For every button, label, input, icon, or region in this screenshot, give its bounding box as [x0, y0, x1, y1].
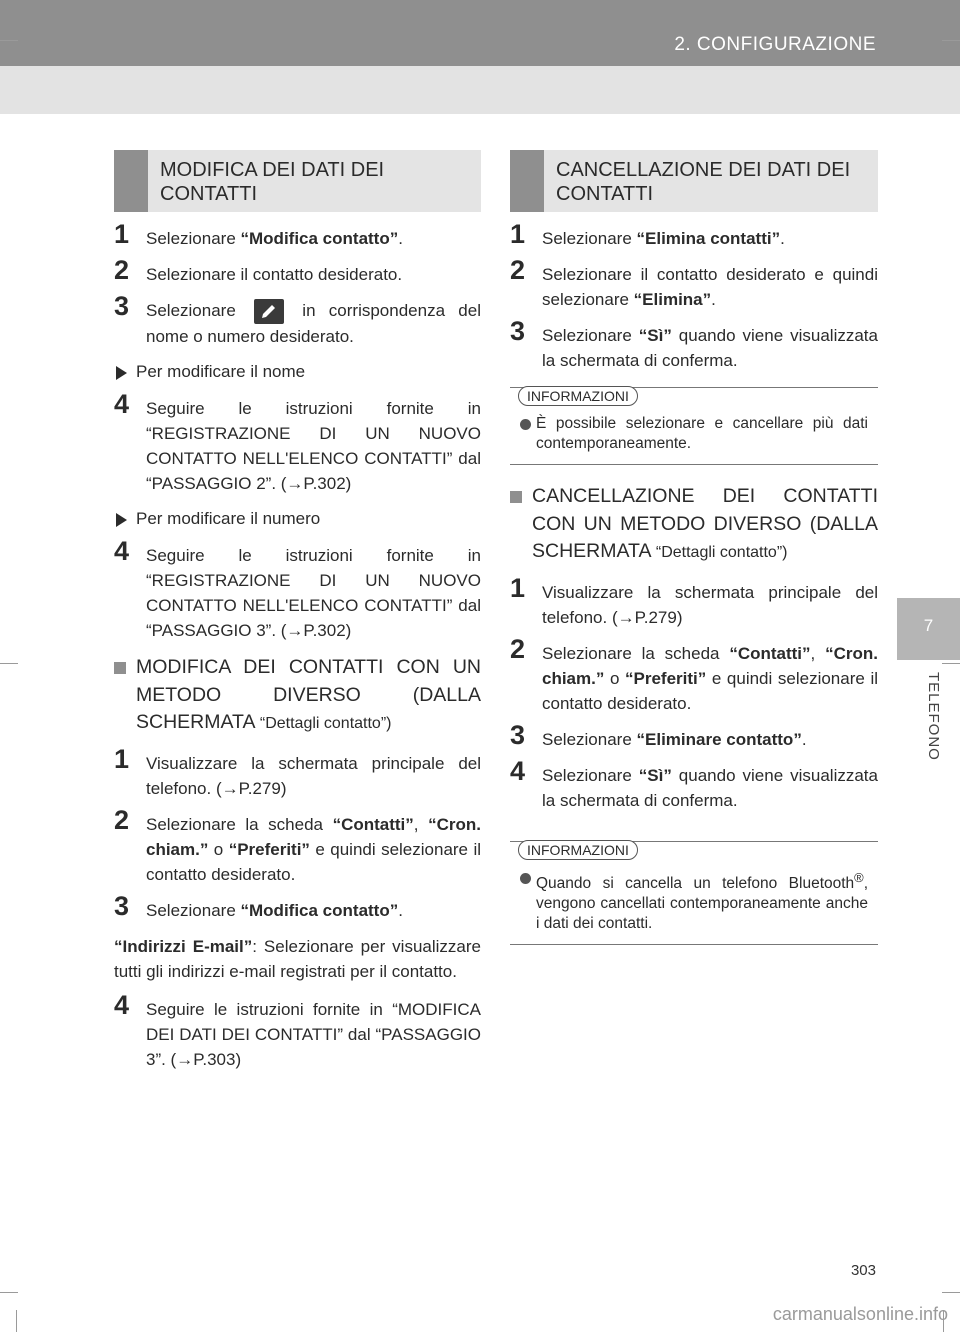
- step-text: in corrispondenza del nome o numero desiderato.: [146, 301, 481, 347]
- page-number: 303: [850, 1262, 876, 1279]
- left-column: [114, 150, 481, 1083]
- step-number: 1: [510, 219, 526, 249]
- crop-mark: [0, 40, 18, 41]
- step-number: 2: [510, 633, 526, 664]
- pencil-icon: [254, 299, 284, 324]
- step-text: ,: [810, 643, 826, 663]
- sub-item: [114, 360, 481, 384]
- header-subband: [0, 66, 960, 114]
- step-text: o: [208, 839, 229, 859]
- step: [114, 536, 481, 643]
- info-text: [520, 414, 868, 454]
- step-number: 2: [510, 255, 526, 285]
- step-text: Seguire le istruzioni fornite in “REGISTRAZIONE DI UN NUOVO CONTATTO NELL'ELENCO CONTATTI” dal “PASSAGGIO 3”. (→P.302): [146, 546, 481, 641]
- step: [510, 316, 878, 373]
- registered-mark: ®: [854, 869, 864, 885]
- subsection-title-small: “Dettagli contatto”): [655, 544, 788, 561]
- step-number: 3: [114, 890, 130, 921]
- step-number: 4: [114, 536, 130, 567]
- step-text: Visualizzare la schermata principale del telefono. (→P.279): [542, 582, 878, 627]
- step-number: 2: [114, 804, 130, 835]
- right-column: [510, 150, 878, 945]
- crop-mark: [0, 663, 18, 664]
- section-title: MODIFICA DEI DATI DEI CONTATTI: [160, 159, 385, 205]
- square-bullet-icon: [114, 662, 126, 674]
- info-text-content: , vengono cancellati contemporaneamente anche i dati dei contatti.: [536, 874, 868, 932]
- tab-name-preferiti: “Preferiti”: [228, 839, 310, 859]
- step: [114, 743, 481, 801]
- bullet-dot-icon: [520, 873, 531, 884]
- step: [510, 572, 878, 630]
- step: [114, 255, 481, 287]
- step-number: 1: [114, 743, 130, 774]
- step-text: Selezionare: [542, 729, 637, 749]
- tab-name-cron: “Cron. chiam.”: [146, 814, 481, 859]
- info-text: [520, 868, 868, 934]
- crop-mark: [942, 663, 960, 664]
- tab-name-contatti: “Contatti”: [729, 643, 811, 663]
- step-text: .: [398, 900, 403, 920]
- step-number: 3: [114, 291, 130, 321]
- step-text: e quindi selezionare il contatto desiderato.: [146, 839, 481, 884]
- sub-item-text: Per modificare il numero: [136, 509, 321, 529]
- step-text: Selezionare: [146, 900, 241, 920]
- tab-name-contatti: “Contatti”: [332, 814, 414, 834]
- crop-mark: [0, 1292, 18, 1293]
- step-text: ,: [413, 814, 429, 834]
- tab-name-cron: “Cron. chiam.”: [542, 643, 878, 688]
- info-label: INFORMAZIONI: [518, 840, 638, 860]
- step-bold: “Modifica contatto”: [240, 229, 399, 248]
- step-text: Selezionare: [542, 765, 639, 785]
- step: [114, 989, 481, 1072]
- step-bold: “Eliminare contatto”: [636, 729, 802, 749]
- heading-bar: [114, 150, 148, 212]
- step-text: e quindi selezionare il contatto desiderato.: [542, 668, 878, 713]
- step-text: Seguire le istruzioni fornite in “MODIFICA DEI DATI DEI CONTATTI” dal “PASSAGGIO 3”. (→P.303): [146, 999, 481, 1069]
- header-band: [0, 0, 960, 66]
- subsection-title-small: “Dettagli contatto”): [259, 715, 392, 733]
- subsection-title: MODIFICA DEI CONTATTI CON UN METODO DIVERSO (DALLA SCHERMATA: [136, 656, 481, 734]
- subsection-title: CANCELLAZIONE DEI CONTATTI CON UN METODO DIVERSO (DALLA SCHERMATA: [532, 485, 878, 562]
- step-number: 3: [510, 719, 526, 750]
- step: [510, 755, 878, 813]
- section-heading: [510, 150, 878, 212]
- step-text: Visualizzare la schermata principale del telefono. (→P.279): [146, 753, 481, 798]
- step-text: Selezionare il contatto desiderato.: [146, 265, 403, 284]
- step: [510, 719, 878, 752]
- square-bullet-icon: [510, 491, 522, 503]
- sub-item: [114, 507, 481, 531]
- step: [510, 219, 878, 251]
- heading-bar: [510, 150, 544, 212]
- step-text: .: [711, 290, 716, 309]
- info-text-content: È possibile selezionare e cancellare più dati contemporaneamente.: [536, 415, 868, 452]
- step-number: 4: [114, 989, 130, 1020]
- chapter-title: 2. CONFIGURAZIONE: [674, 34, 876, 55]
- step-number: 4: [510, 755, 526, 786]
- step: [114, 219, 481, 251]
- step: [114, 389, 481, 496]
- step-text: Selezionare: [146, 301, 250, 320]
- step-bold: “Sì”: [638, 765, 672, 785]
- bullet-dot-icon: [520, 419, 531, 430]
- info-rule: [510, 464, 878, 465]
- step-bold: “Modifica contatto”: [240, 900, 399, 920]
- step-bold: “Elimina”: [633, 290, 712, 309]
- step-number: 4: [114, 389, 130, 420]
- step-number: 1: [510, 572, 526, 603]
- crop-mark: [942, 40, 960, 41]
- subsection-heading: [510, 483, 878, 567]
- step-text: Selezionare: [542, 326, 639, 345]
- step-text: quando viene visualizzata la schermata di conferma.: [542, 765, 878, 810]
- info-text-content: Quando si cancella un telefono Bluetooth: [536, 874, 855, 892]
- step: [114, 804, 481, 887]
- step: [114, 890, 481, 923]
- step: [510, 633, 878, 716]
- info-label: INFORMAZIONI: [518, 386, 638, 406]
- step: [510, 255, 878, 312]
- step-text: Selezionare la scheda: [146, 814, 333, 834]
- tab-name-preferiti: “Preferiti”: [625, 668, 707, 688]
- info-box: [510, 841, 878, 945]
- step-bold: “Elimina contatti”: [636, 229, 781, 248]
- chapter-tab: [897, 598, 960, 660]
- paragraph: [114, 934, 481, 984]
- step-text: Selezionare la scheda: [542, 643, 730, 663]
- step-text: .: [801, 729, 807, 749]
- step-number: 1: [114, 219, 130, 249]
- crop-mark: [942, 1292, 960, 1293]
- step-text: .: [398, 229, 403, 248]
- chapter-label: TELEFONO: [925, 672, 942, 761]
- subsection-heading: [114, 654, 481, 738]
- paragraph-text: : Selezionare per visualizzare tutti gli indirizzi e-mail registrati per il contatto.: [114, 936, 481, 981]
- chapter-number: 7: [923, 616, 934, 635]
- step-text: Seguire le istruzioni fornite in “REGISTRAZIONE DI UN NUOVO CONTATTO NELL'ELENCO CONTATTI” dal “PASSAGGIO 2”. (→P.302): [146, 399, 481, 494]
- step-number: 3: [510, 316, 526, 346]
- section-title: CANCELLAZIONE DEI DATI DEI CONTATTI: [556, 159, 851, 205]
- section-heading: [114, 150, 481, 212]
- step-text: Selezionare il contatto desiderato e quindi selezionare: [542, 265, 878, 309]
- paragraph-bold: “Indirizzi E-mail”: [114, 936, 253, 956]
- step-text: .: [780, 229, 785, 248]
- step-text: Selezionare: [542, 229, 637, 248]
- step-text: Selezionare: [146, 229, 241, 248]
- crop-mark: [16, 1310, 17, 1332]
- info-rule: [510, 944, 878, 945]
- info-box: [510, 387, 878, 465]
- triangle-bullet-icon: [116, 366, 127, 380]
- watermark: carmanualsonline.info: [772, 1304, 948, 1324]
- step: [114, 291, 481, 349]
- triangle-bullet-icon: [116, 513, 127, 527]
- step-text: quando viene visualizzata la schermata di conferma.: [542, 326, 878, 370]
- step-bold: “Sì”: [638, 326, 672, 345]
- step-text: o: [604, 668, 626, 688]
- sub-item-text: Per modificare il nome: [136, 362, 306, 382]
- step-number: 2: [114, 255, 130, 285]
